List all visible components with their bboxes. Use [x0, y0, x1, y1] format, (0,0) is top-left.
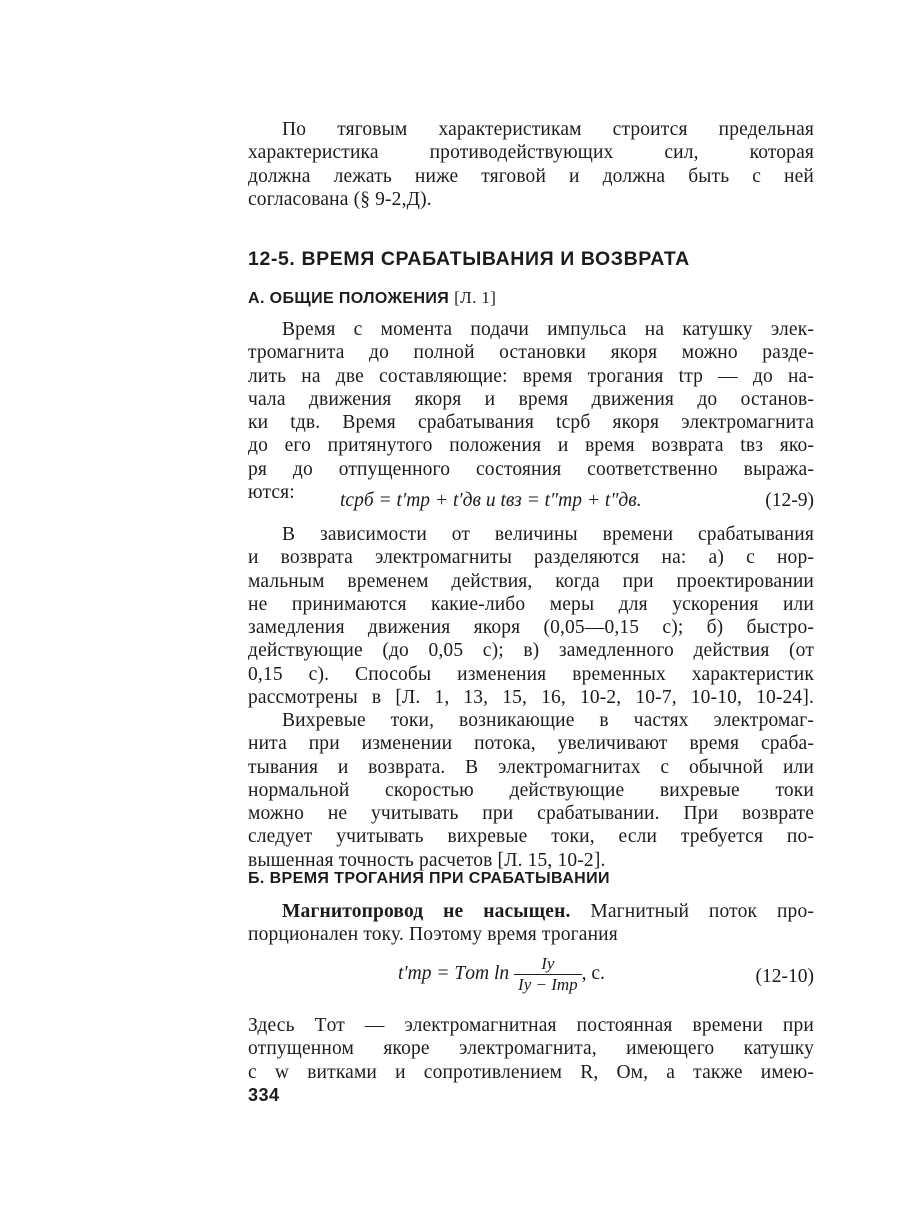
text-line: нормальной скоростью действующие вихревые токи [248, 779, 814, 801]
paragraph-intro [248, 118, 814, 211]
paragraph-eddy-currents [248, 709, 814, 872]
subsection-a-ref: [Л. 1] [454, 288, 497, 307]
text-line: ки tдв. Время срабатывания tсрб якоря электромагнита [248, 412, 814, 434]
subsection-a-title [248, 288, 496, 308]
text-line: с w витками и сопротивлением R, Ом, а также имею- [248, 1061, 814, 1083]
formula-12-10-fraction [514, 954, 582, 995]
text-line: не принимаются какие-либо меры для ускорения или [248, 593, 814, 615]
text-line: характеристика противодействующих сил, которая [248, 142, 814, 164]
text-line: следует учитывать вихревые токи, если требуется по- [248, 826, 814, 848]
text-line: согласована (§ 9-2,Д). [248, 188, 432, 210]
text-line: тывания и возврата. В электромагнитах с обычной или [248, 756, 814, 778]
formula-12-10-unit: , с. [581, 962, 605, 984]
section-title: 12-5. ВРЕМЯ СРАБАТЫВАНИЯ И ВОЗВРАТА [248, 248, 690, 270]
text-line: Здесь Tот — электромагнитная постоянная времени при [248, 1015, 814, 1036]
text-line: В зависимости от величины времени срабатывания [282, 524, 814, 545]
paragraph-unsaturated [248, 900, 814, 947]
text-line: мальным временем действия, когда при проектировании [248, 570, 814, 592]
page-number: 334 [248, 1085, 280, 1105]
text-line: рассмотрены в [Л. 1, 13, 15, 16, 10-2, 10-7, 10-10, 10-24]. [248, 687, 814, 709]
formula-12-9: tсрб = t′тр + t′дв и tвз = t″тр + t″дв. [340, 490, 642, 511]
text-line: порционален току. Поэтому время трогания [248, 924, 618, 946]
text-line: тромагнита до полной остановки якоря можно разде- [248, 342, 814, 364]
subsection-b-title: Б. ВРЕМЯ ТРОГАНИЯ ПРИ СРАБАТЫВАНИИ [248, 870, 610, 887]
text-line: Вихревые токи, возникающие в частях электромаг- [282, 710, 814, 731]
text-line [248, 900, 814, 923]
text-line: и возврата электромагниты разделяются на: а) с нор- [248, 547, 814, 569]
formula-12-10-lhs: t′тр = Tот ln [398, 962, 510, 984]
text-line: лить на две составляющие: время трогания tтр — до на- [248, 365, 814, 387]
text-line: должна лежать ниже тяговой и должна быть с ней [248, 165, 814, 187]
text-line: до его притянутого положения и время возврата tвз яко- [248, 435, 814, 457]
fraction-denominator: Iу − Iтр [518, 975, 578, 994]
text-line: действующие (до 0,05 с); в) замедленного действия (от [248, 640, 814, 662]
text-line: можно не учитывать при срабатывании. При возврате [248, 803, 814, 825]
paragraph-classification [248, 523, 814, 709]
paragraph-time-constant [248, 1014, 814, 1084]
text-line: нита при изменении потока, увеличивают время сраба- [248, 733, 814, 755]
text-line: ря до отпущенного состояния соответственно выража- [248, 458, 814, 480]
fraction-numerator: Iу [514, 954, 582, 975]
lead-phrase: Магнитопровод не насыщен. [282, 901, 571, 922]
text-line: 0,15 с). Способы изменения временных характеристик [248, 663, 814, 685]
paragraph-definition [248, 318, 814, 504]
equation-number-12-9: (12-9) [765, 490, 814, 511]
text-line: ются: [248, 482, 295, 504]
text-run: Магнитный поток про- [570, 901, 814, 922]
text-line: Время с момента подачи импульса на катушку элек- [282, 319, 814, 340]
text-line: По тяговым характеристикам строится предельная [282, 119, 814, 140]
text-line: замедления движения якоря (0,05—0,15 с); б) быстро- [248, 617, 814, 639]
equation-number-12-10: (12-10) [755, 966, 814, 987]
text-line: чала движения якоря и время движения до останов- [248, 388, 814, 410]
text-line: отпущенном якоре электромагнита, имеющего катушку [248, 1038, 814, 1060]
subsection-a-title-text: А. ОБЩИЕ ПОЛОЖЕНИЯ [248, 290, 450, 307]
text-line: вышенная точность расчетов [Л. 15, 10-2]. [248, 849, 606, 871]
formula-12-10 [398, 954, 605, 995]
